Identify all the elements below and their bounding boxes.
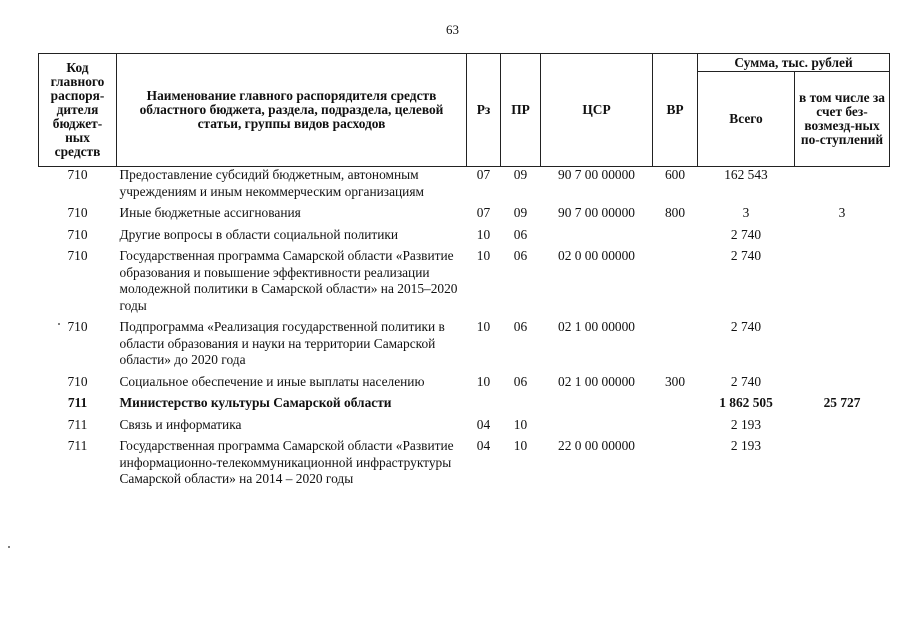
cell-pr: 10 xyxy=(513,438,528,453)
cell-code: 710 xyxy=(67,167,88,182)
cell-name: Подпрограмма «Реализация государственной политики в области образования и науки на территории Самарской области» до 2020 года xyxy=(119,319,445,367)
table-row xyxy=(39,417,890,439)
cell-code: 710 xyxy=(67,226,88,242)
cell-total: 162 543 xyxy=(724,167,768,182)
page-number: 63 xyxy=(446,22,459,37)
cell-pr: 06 xyxy=(513,226,528,242)
cell-name: Государственная программа Самарской области «Развитие образования и повышение эффективности реализации молодежной политики в Самарской области» на 2015–2020 годы xyxy=(119,248,458,313)
header-code: Код главного распоря-дителя бюджет-ных средств xyxy=(39,54,117,167)
cell-vr xyxy=(653,417,698,439)
cell-code: 710 xyxy=(67,373,88,389)
header-sum-group: Сумма, тыс. рублей xyxy=(698,54,890,72)
cell-free: 25 727 xyxy=(823,395,861,410)
cell-total: 2 740 xyxy=(730,226,762,242)
table-row xyxy=(39,248,890,319)
cell-csr: 02 1 00 00000 xyxy=(558,373,635,389)
cell-name: Иные бюджетные ассигнования xyxy=(119,205,301,220)
cell-free xyxy=(795,417,890,439)
cell-free xyxy=(795,374,890,396)
cell-total: 2 740 xyxy=(730,373,762,389)
table-row xyxy=(39,167,890,206)
cell-total: 2 740 xyxy=(730,248,762,263)
header-pr: ПР xyxy=(501,54,541,167)
cell-total: 2 740 xyxy=(730,319,762,334)
cell-vr xyxy=(653,319,698,374)
cell-name: Связь и информатика xyxy=(119,416,242,432)
cell-csr xyxy=(541,395,653,417)
cell-vr xyxy=(653,438,698,493)
cell-csr xyxy=(541,227,653,249)
cell-free: 3 xyxy=(838,205,846,220)
scan-speck xyxy=(8,546,10,548)
header-vr: ВР xyxy=(653,54,698,167)
cell-rz: 04 xyxy=(476,416,491,432)
cell-rz: 10 xyxy=(476,373,491,389)
cell-pr: 06 xyxy=(513,248,528,263)
cell-code: 711 xyxy=(67,416,88,432)
cell-csr: 90 7 00 00000 xyxy=(558,167,635,182)
cell-rz: 07 xyxy=(476,167,491,182)
table-row xyxy=(39,227,890,249)
cell-csr: 22 0 00 00000 xyxy=(558,438,635,453)
cell-rz: 10 xyxy=(476,248,491,263)
header-rz: Рз xyxy=(467,54,501,167)
cell-name: Министерство культуры Самарской области xyxy=(119,395,392,410)
header-total: Всего xyxy=(698,72,795,167)
cell-vr xyxy=(653,227,698,249)
header-free: в том числе за счет без-возмезд-ных по-ступлений xyxy=(795,72,890,167)
table-row xyxy=(39,374,890,396)
cell-free xyxy=(795,167,890,206)
cell-pr: 09 xyxy=(513,167,528,182)
cell-pr: 09 xyxy=(513,205,528,220)
cell-name: Государственная программа Самарской области «Развитие информационно-телекоммуникационной инфраструктуры Самарской области» на 2014 – 2020 годы xyxy=(119,438,454,486)
cell-rz xyxy=(467,395,501,417)
table-row xyxy=(39,319,890,374)
cell-vr: 600 xyxy=(664,167,686,182)
cell-free xyxy=(795,248,890,319)
cell-total: 2 193 xyxy=(730,416,762,432)
header-csr: ЦСР xyxy=(541,54,653,167)
cell-vr: 800 xyxy=(664,205,686,220)
cell-vr xyxy=(653,395,698,417)
table-row xyxy=(39,395,890,417)
cell-pr: 06 xyxy=(513,373,528,389)
budget-table xyxy=(38,53,890,493)
cell-total: 2 193 xyxy=(730,438,762,453)
cell-rz: 10 xyxy=(476,226,491,242)
table-header xyxy=(39,54,890,167)
cell-code: 710 xyxy=(67,248,88,263)
cell-code: 710 xyxy=(67,205,88,220)
cell-vr xyxy=(653,248,698,319)
cell-total: 1 862 505 xyxy=(719,395,773,410)
cell-name: Предоставление субсидий бюджетным, автономным учреждениям и иным некоммерческим организациям xyxy=(119,167,424,199)
cell-name: Социальное обеспечение и иные выплаты населению xyxy=(119,373,425,389)
table-row xyxy=(39,205,890,227)
cell-pr: 06 xyxy=(513,319,528,334)
cell-code: 711 xyxy=(67,438,88,453)
cell-csr: 02 0 00 00000 xyxy=(558,248,635,263)
cell-code: 710 xyxy=(67,319,88,334)
cell-pr: 10 xyxy=(513,416,528,432)
cell-rz: 07 xyxy=(476,205,491,220)
cell-free xyxy=(795,319,890,374)
cell-name: Другие вопросы в области социальной политики xyxy=(119,226,399,242)
cell-pr xyxy=(501,395,541,417)
cell-total: 3 xyxy=(742,205,750,220)
scan-speck xyxy=(58,323,60,325)
cell-rz: 10 xyxy=(476,319,491,334)
header-name: Наименование главного распорядителя средств областного бюджета, раздела, подраздела, целевой статьи, группы видов расходов xyxy=(117,54,467,167)
cell-free xyxy=(795,227,890,249)
table-body xyxy=(39,167,890,493)
cell-csr: 90 7 00 00000 xyxy=(558,205,635,220)
cell-rz: 04 xyxy=(476,438,491,453)
table-row xyxy=(39,438,890,493)
cell-free xyxy=(795,438,890,493)
cell-csr: 02 1 00 00000 xyxy=(558,319,635,334)
cell-csr xyxy=(541,417,653,439)
cell-code: 711 xyxy=(67,395,88,410)
cell-vr: 300 xyxy=(664,373,686,389)
